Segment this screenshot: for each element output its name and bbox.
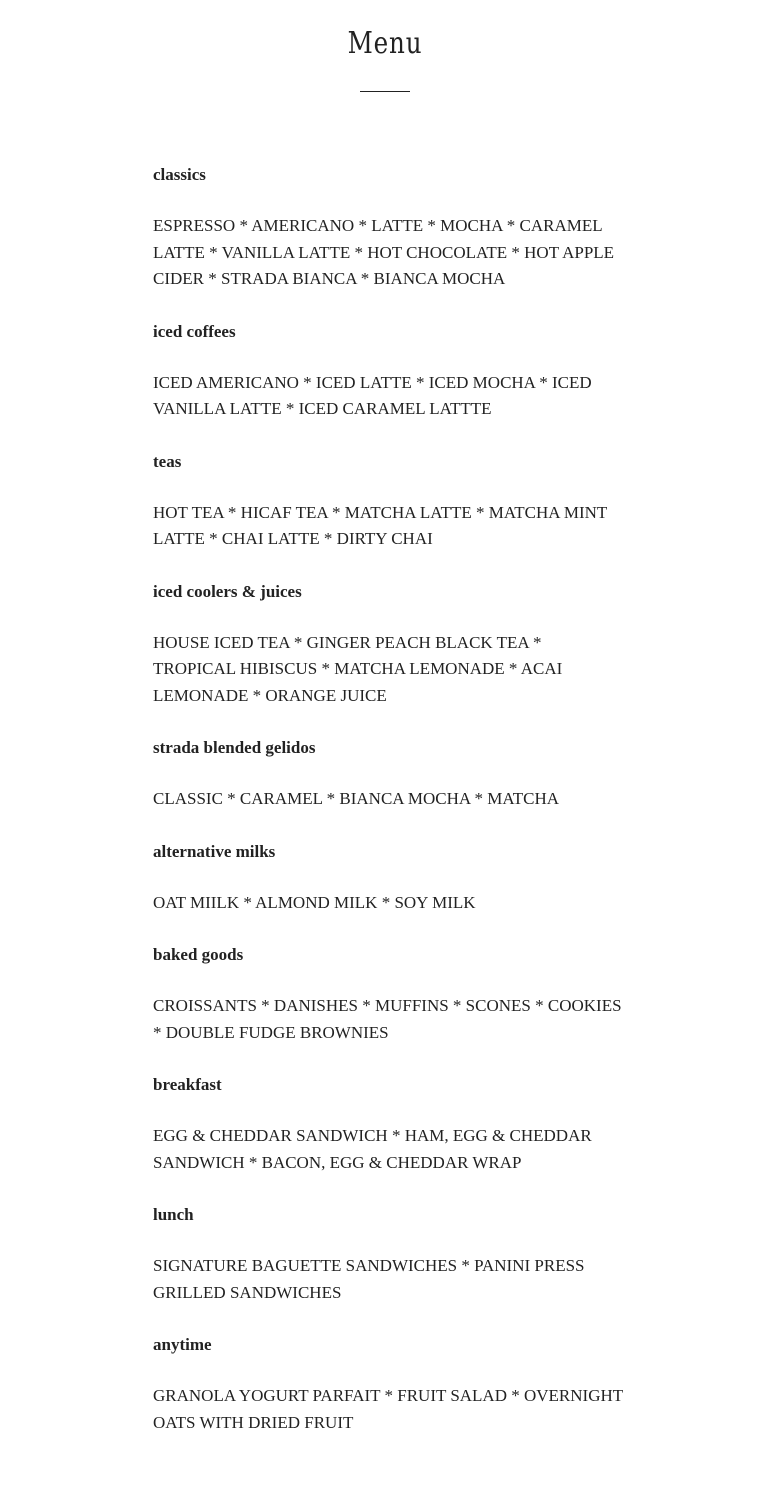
section-items: GRANOLA YOGURT PARFAIT * FRUIT SALAD * OVERNIGHT OATS WITH DRIED FRUIT bbox=[153, 1386, 623, 1432]
section-items: CLASSIC * CARAMEL * BIANCA MOCHA * MATCHA bbox=[153, 789, 560, 808]
page-title: Menu bbox=[347, 26, 423, 61]
section-items: HOT TEA * HICAF TEA * MATCHA LATTE * MATCHA MINT LATTE * CHAI LATTE * DIRTY CHAI bbox=[153, 502, 607, 548]
menu-section-teas bbox=[153, 448, 623, 553]
menu-section-alternative-milks bbox=[153, 838, 623, 917]
menu-section-iced-coolers-juices bbox=[153, 578, 623, 710]
section-items: HOUSE ICED TEA * GINGER PEACH BLACK TEA * TROPICAL HIBISCUS * MATCHA LEMONADE * ACAI LEMONADE * ORANGE JUICE bbox=[153, 632, 563, 705]
menu-section-breakfast bbox=[153, 1071, 623, 1176]
section-items: CROISSANTS * DANISHES * MUFFINS * SCONES * COOKIES * DOUBLE FUDGE BROWNIES bbox=[153, 996, 622, 1042]
menu-section-baked-goods bbox=[153, 941, 623, 1046]
section-items: SIGNATURE BAGUETTE SANDWICHES * PANINI PRESS GRILLED SANDWICHES bbox=[153, 1256, 585, 1302]
section-heading: classics bbox=[153, 165, 206, 184]
section-heading: iced coffees bbox=[153, 321, 236, 341]
menu-section-iced-coffees bbox=[153, 318, 623, 423]
section-heading: strada blended gelidos bbox=[153, 738, 316, 757]
section-items: OAT MIILK * ALMOND MILK * SOY MILK bbox=[153, 892, 476, 912]
section-heading: lunch bbox=[153, 1205, 194, 1224]
section-heading: breakfast bbox=[153, 1075, 222, 1094]
section-heading: iced coolers & juices bbox=[153, 581, 302, 601]
section-items: ICED AMERICANO * ICED LATTE * ICED MOCHA * ICED VANILLA LATTE * ICED CARAMEL LATTTE bbox=[153, 372, 592, 418]
section-heading: teas bbox=[153, 451, 182, 471]
menu-section-lunch bbox=[153, 1201, 623, 1306]
title-divider bbox=[360, 91, 410, 92]
section-items: EGG & CHEDDAR SANDWICH * HAM, EGG & CHEDDAR SANDWICH * BACON, EGG & CHEDDAR WRAP bbox=[153, 1126, 592, 1172]
section-heading: anytime bbox=[153, 1335, 212, 1354]
section-items: ESPRESSO * AMERICANO * LATTE * MOCHA * CARAMEL LATTE * VANILLA LATTE * HOT CHOCOLATE * HOT APPLE CIDER * STRADA BIANCA * BIANCA MOCHA bbox=[153, 216, 615, 288]
section-heading: alternative milks bbox=[153, 841, 276, 861]
menu-section-classics bbox=[153, 161, 623, 293]
menu-section-anytime bbox=[153, 1331, 623, 1436]
menu-section-strada-blended-gelidos bbox=[153, 734, 623, 813]
menu-list bbox=[153, 161, 623, 1461]
section-heading: baked goods bbox=[153, 945, 244, 964]
